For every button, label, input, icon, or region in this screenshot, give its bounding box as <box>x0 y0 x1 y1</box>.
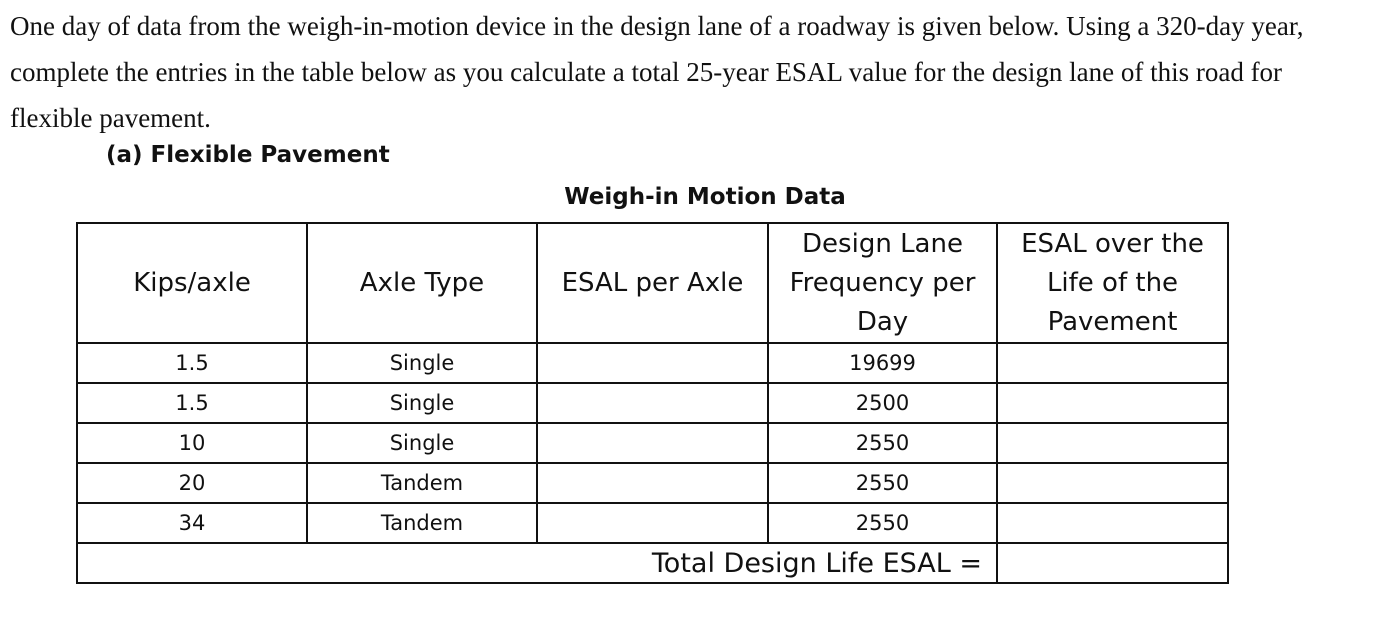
cell-esal-life[interactable] <box>997 423 1228 463</box>
total-row <box>77 543 1228 583</box>
cell-kips: 34 <box>77 503 307 543</box>
table-row <box>77 383 1228 423</box>
header-esal-per-axle: ESAL per Axle <box>537 223 768 343</box>
cell-esal-per-axle[interactable] <box>537 383 768 423</box>
cell-axle-type: Single <box>307 423 537 463</box>
problem-statement: One day of data from the weigh-in-motion device in the design lane of a roadway is given below. Using a 320-day year, complete the entries in the table below as you calculate a total 25-year ESAL value for the design lane of this road for flexible pavement. <box>10 11 1304 133</box>
cell-frequency: 19699 <box>768 343 997 383</box>
cell-axle-type: Tandem <box>307 463 537 503</box>
cell-axle-type: Tandem <box>307 503 537 543</box>
part-heading: (a) Flexible Pavement <box>106 142 390 168</box>
table-title: Weigh-in Motion Data <box>564 184 846 210</box>
cell-esal-life[interactable] <box>997 463 1228 503</box>
cell-esal-per-axle[interactable] <box>537 463 768 503</box>
weigh-in-motion-table <box>76 222 1229 584</box>
cell-frequency: 2550 <box>768 423 997 463</box>
table-row <box>77 503 1228 543</box>
cell-esal-life[interactable] <box>997 503 1228 543</box>
cell-kips: 1.5 <box>77 343 307 383</box>
header-kips: Kips/axle <box>77 223 307 343</box>
header-frequency: Design Lane Frequency per Day <box>768 223 997 343</box>
cell-frequency: 2550 <box>768 503 997 543</box>
total-label: Total Design Life ESAL = <box>77 543 997 583</box>
table-row <box>77 463 1228 503</box>
header-esal-life: ESAL over the Life of the Pavement <box>997 223 1228 343</box>
cell-axle-type: Single <box>307 383 537 423</box>
cell-esal-life[interactable] <box>997 343 1228 383</box>
cell-kips: 20 <box>77 463 307 503</box>
cell-kips: 10 <box>77 423 307 463</box>
total-value-cell[interactable] <box>997 543 1228 583</box>
cell-frequency: 2500 <box>768 383 997 423</box>
table-header-row <box>77 223 1228 343</box>
table-row <box>77 343 1228 383</box>
table-row <box>77 423 1228 463</box>
cell-frequency: 2550 <box>768 463 997 503</box>
cell-esal-per-axle[interactable] <box>537 343 768 383</box>
cell-axle-type: Single <box>307 343 537 383</box>
cell-kips: 1.5 <box>77 383 307 423</box>
cell-esal-life[interactable] <box>997 383 1228 423</box>
cell-esal-per-axle[interactable] <box>537 423 768 463</box>
cell-esal-per-axle[interactable] <box>537 503 768 543</box>
header-axle-type: Axle Type <box>307 223 537 343</box>
